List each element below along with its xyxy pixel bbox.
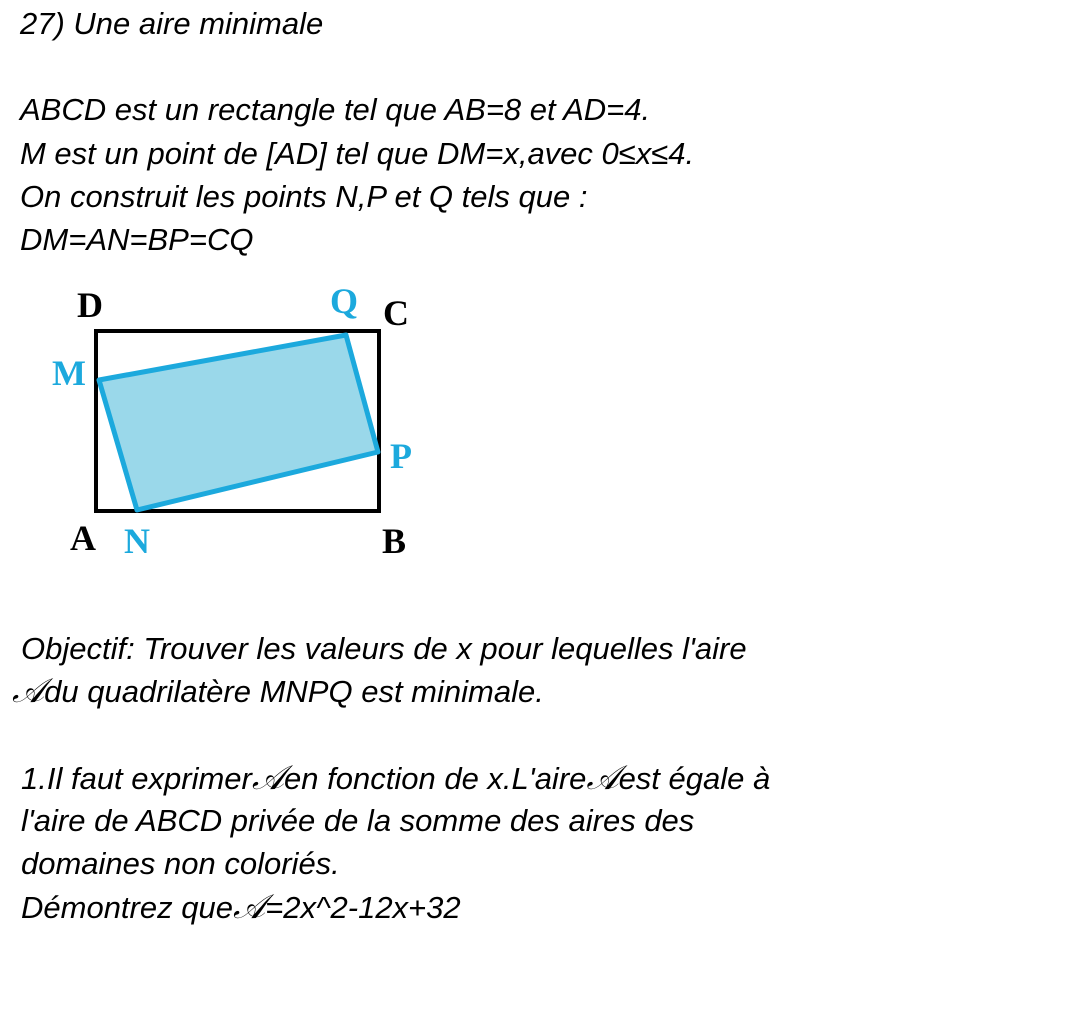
area-symbol: 𝒜 — [232, 887, 266, 927]
statement-line-3: On construit les points N,P et Q tels que : — [20, 179, 588, 214]
area-symbol: 𝒜 — [251, 758, 285, 798]
objective-line-2 — [12, 673, 544, 710]
point-label-p: P — [390, 436, 412, 476]
question-1-line-4 — [21, 889, 461, 926]
quadrilateral-mnpq — [99, 335, 378, 510]
statement-line-4: DM=AN=BP=CQ — [20, 222, 254, 257]
objective-line-1: Objectif: Trouver les valeurs de x pour lequelles l'aire — [21, 631, 747, 666]
area-symbol: 𝒜 — [12, 671, 45, 711]
vertex-label-c: C — [383, 293, 409, 333]
point-label-m: M — [52, 353, 86, 393]
formula-text: =2x^2-12x+32 — [265, 890, 461, 925]
question-1-line-2: l'aire de ABCD privée de la somme des aires des — [21, 803, 695, 838]
vertex-label-d: D — [77, 285, 103, 325]
statement-line-2: M est un point de [AD] tel que DM=x,avec 0≤x≤4. — [20, 136, 695, 171]
statement-line-1: ABCD est un rectangle tel que AB=8 et AD=4. — [20, 92, 651, 127]
area-symbol: 𝒜 — [586, 758, 619, 798]
objective-line-2-text: du quadrilatère MNPQ est minimale. — [44, 674, 544, 709]
question-1-line-1 — [21, 760, 770, 797]
question-1-text-d: Démontrez que — [21, 890, 233, 925]
question-1-text-a: 1.Il faut exprimer — [21, 761, 252, 796]
vertex-label-a: A — [70, 518, 96, 558]
vertex-label-b: B — [382, 521, 407, 561]
point-label-n: N — [124, 521, 150, 561]
question-1-text-b: en fonction de x.L'aire — [284, 761, 587, 796]
question-1-line-3: domaines non coloriés. — [21, 846, 340, 881]
point-label-q: Q — [330, 281, 359, 321]
exercise-title: 27) Une aire minimale — [20, 6, 324, 41]
question-1-text-c: est égale à — [618, 761, 771, 796]
